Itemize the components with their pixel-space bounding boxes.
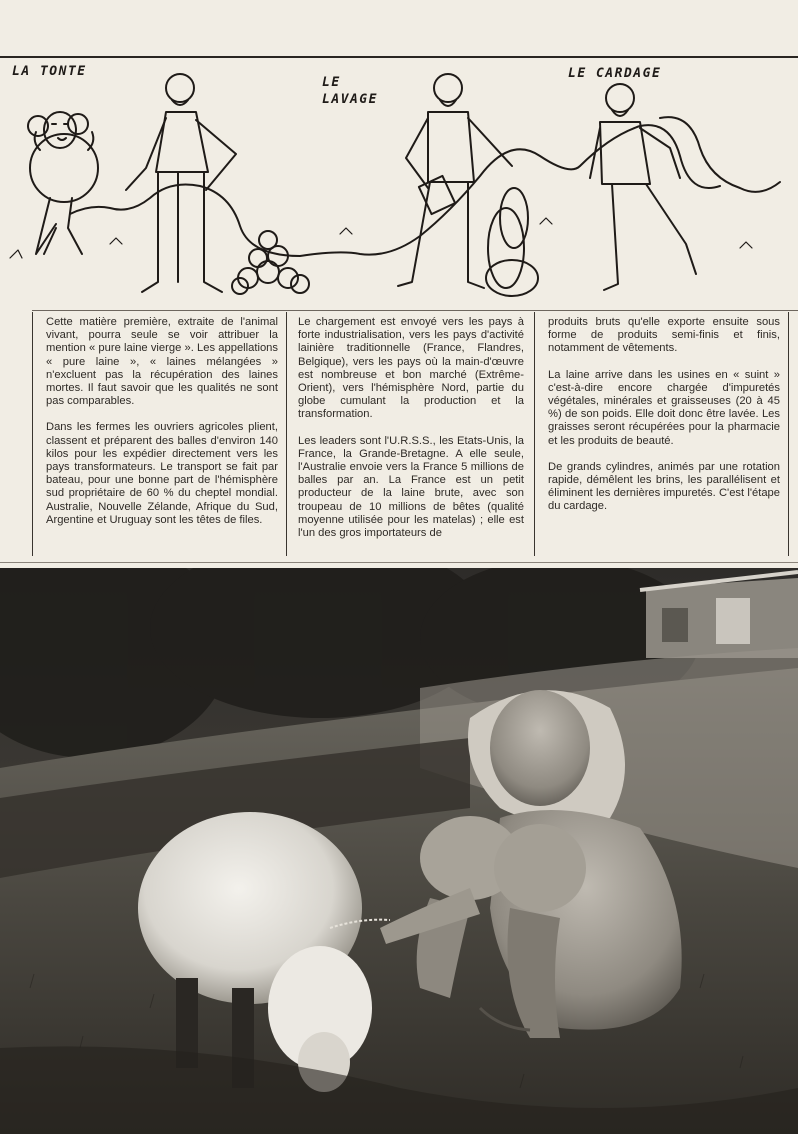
- wool-strand: [70, 125, 720, 256]
- paragraph: produits bruts qu'elle exporte ensuite sous forme de produits semi-finis et finis, notamment de vêtements.: [548, 316, 780, 355]
- column-separator: [286, 312, 287, 556]
- article-column-1: [46, 316, 278, 540]
- photo-rendering: [0, 568, 798, 1134]
- shearer-figure: [126, 74, 236, 292]
- column-separator: [534, 312, 535, 556]
- caption-tonte: LA TONTE: [12, 64, 87, 79]
- paragraph: Les leaders sont l'U.R.S.S., les Etats-Unis, la France, la Grande-Bretagne. A elle seule, l'Australie envoie vers la France 5 millions de balles par an. La France est un petit producteur de la laine brute, avec son troupeau de 10 millions de bêtes (qualité moyenne utilisée pour les matelas) ; elle est l'un des gros importateurs de: [298, 434, 524, 540]
- column-separator: [788, 312, 789, 556]
- column-separator: [32, 312, 33, 556]
- article-column-3: [548, 316, 780, 527]
- paragraph: Cette matière première, extraite de l'animal vivant, pourra seule se voir attribuer la mention « pure laine vierge ». Les appellations « pure laine », « laines mélangées » n'excluent pas la récupération des laines mortes. Il faut savoir que les qualités ne sont pas comparables.: [46, 316, 278, 408]
- article-text-band: [0, 310, 798, 564]
- band-rule-top: [32, 310, 798, 311]
- caption-lavage-line2: LAVAGE: [322, 92, 378, 107]
- washed-wool-coil: [486, 188, 538, 296]
- paragraph: De grands cylindres, animés par une rotation rapide, démêlent les brins, les parallélisent et éliminent les dernières impuretés. C'est l'étape du cardage.: [548, 460, 780, 513]
- caption-lavage-line1: LE: [322, 75, 341, 90]
- caption-cardage: LE CARDAGE: [568, 66, 662, 81]
- washer-figure: [398, 74, 512, 288]
- carder-figure: [590, 84, 780, 290]
- paragraph: Le chargement est envoyé vers les pays à forte industrialisation, vers les pays d'activité lainière traditionnelle (France, Flandres, Belgique), vers les pays où la main-d'œuvre est nombreuse et bon marché (Extrême-Orient), vers l'hémisphère Nord, partie du globe cumulant la production et la transformation.: [298, 316, 524, 421]
- paragraph: La laine arrive dans les usines en « suint » c'est-à-dire encore chargée d'impuretés végétales, minérales et graisseuses (20 à 45 %) de son poids. Elle doit donc être lavée. Les graisses seront récupérées pour la pharmacie et les produits de beauté.: [548, 368, 780, 447]
- sheep-figure: [28, 112, 98, 254]
- article-column-2: [298, 316, 524, 553]
- caption-lavage: [322, 74, 402, 108]
- child-with-lamb-photo: [0, 568, 798, 1134]
- wool-pile: [232, 231, 309, 294]
- paragraph: Dans les fermes les ouvriers agricoles plient, classent et préparent des balles d'environ 140 kilos pour les expédier directement vers les pays transformateurs. Le transport se fait par bateau, pour une bonne part de l'hémisphère sud propriétaire de 60 % du cheptel mondial. Australie, Nouvelle Zélande, Afrique du Sud, Argentine et Uruguay sont les têtes de files.: [46, 421, 278, 526]
- band-rule-bottom: [0, 562, 798, 563]
